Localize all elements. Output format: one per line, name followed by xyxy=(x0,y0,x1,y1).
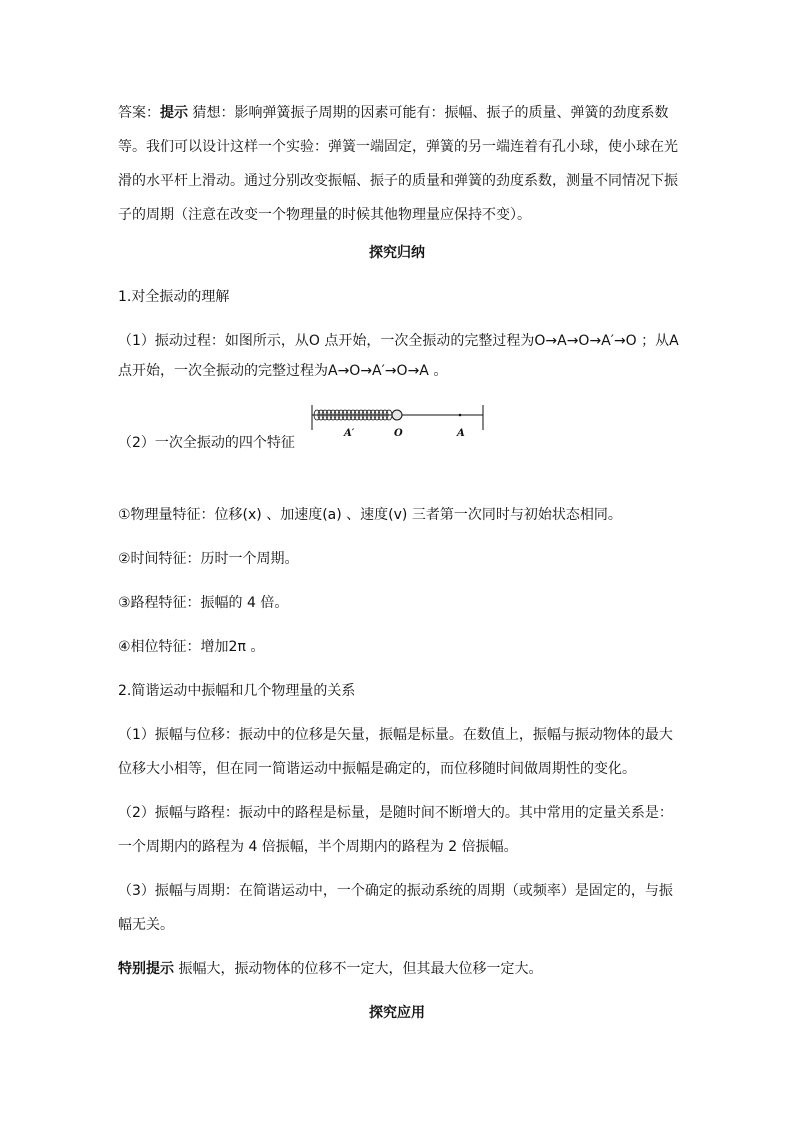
item2-s1-line1: （1）振幅与位移：振动中的位移是矢量，振幅是标量。在数值上，振幅与振动物体的最大 xyxy=(118,727,673,743)
section-heading-application: 探究应用 xyxy=(369,1005,425,1021)
item2-title: 2.简谐运动中振幅和几个物理量的关系 xyxy=(118,683,356,699)
feature-3: ③路程特征：振幅的 4 倍。 xyxy=(118,595,289,611)
item2-s2-line2: 一个周期内的路程为 4 倍振幅，半个周期内的路程为 2 倍振幅。 xyxy=(118,839,518,855)
item2-s2-line1: （2）振幅与路程：振动中的路程是标量，是随时间不断增大的。其中常用的定量关系是： xyxy=(118,805,673,821)
answer-line-2: 等。我们可以设计这样一个实验：弹簧一端固定，弹簧的另一端连着有孔小球，使小球在光 xyxy=(118,139,678,155)
feature-1: ①物理量特征：位移(x) 、加速度(a) 、速度(v) 三者第一次同时与初始状态相同。 xyxy=(118,507,622,523)
section-heading-induction: 探究归纳 xyxy=(369,245,425,261)
item2-s3-line2: 幅无关。 xyxy=(118,917,174,933)
item1-paragraph1-line2: 点开始，一次全振动的完整过程为A→O→A′→O→A 。 xyxy=(118,363,448,379)
feature-2: ②时间特征：历时一个周期。 xyxy=(118,551,299,567)
feature-4: ④相位特征：增加2π 。 xyxy=(118,639,265,655)
item1-paragraph2: （2）一次全振动的四个特征 xyxy=(118,435,295,451)
figure-ball xyxy=(392,410,402,420)
item2-s1-line2: 位移大小相等，但在同一简谐运动中振幅是确定的，而位移随时间做周期性的变化。 xyxy=(118,761,636,777)
figure-label-a-prime: A′ xyxy=(344,428,355,439)
answer-line-3: 滑的水平杆上滑动。通过分别改变振幅、振子的质量和弹簧的劲度系数，测量不同情况下振 xyxy=(118,173,678,189)
figure-point-a xyxy=(459,414,462,417)
answer-line-1 xyxy=(118,96,678,130)
item1-title: 1.对全振动的理解 xyxy=(118,289,230,305)
hint-label: 提示 xyxy=(160,105,188,121)
answer-text-1: 猜想：影响弹簧振子周期的因素可能有：振幅、振子的质量、弹簧的劲度系数 xyxy=(188,105,669,121)
item1-paragraph1-line1: （1）振动过程：如图所示，从O 点开始，一次全振动的完整过程为O→A→O→A′→O ；从A xyxy=(118,333,679,349)
item2-s3-line1: （3）振幅与周期：在简谐运动中，一个确定的振动系统的周期（或频率）是固定的，与振 xyxy=(118,883,673,899)
special-note xyxy=(118,952,678,986)
figure-label-a: A xyxy=(457,428,465,439)
answer-line-4: 子的周期（注意在改变一个物理量的时候其他物理量应保持不变）。 xyxy=(118,207,531,223)
special-note-label: 特别提示 xyxy=(118,961,174,977)
figure-label-o: O xyxy=(394,428,403,439)
special-note-text: 振幅大，振动物体的位移不一定大，但其最大位移一定大。 xyxy=(174,961,543,977)
answer-label: 答案： xyxy=(118,105,160,121)
